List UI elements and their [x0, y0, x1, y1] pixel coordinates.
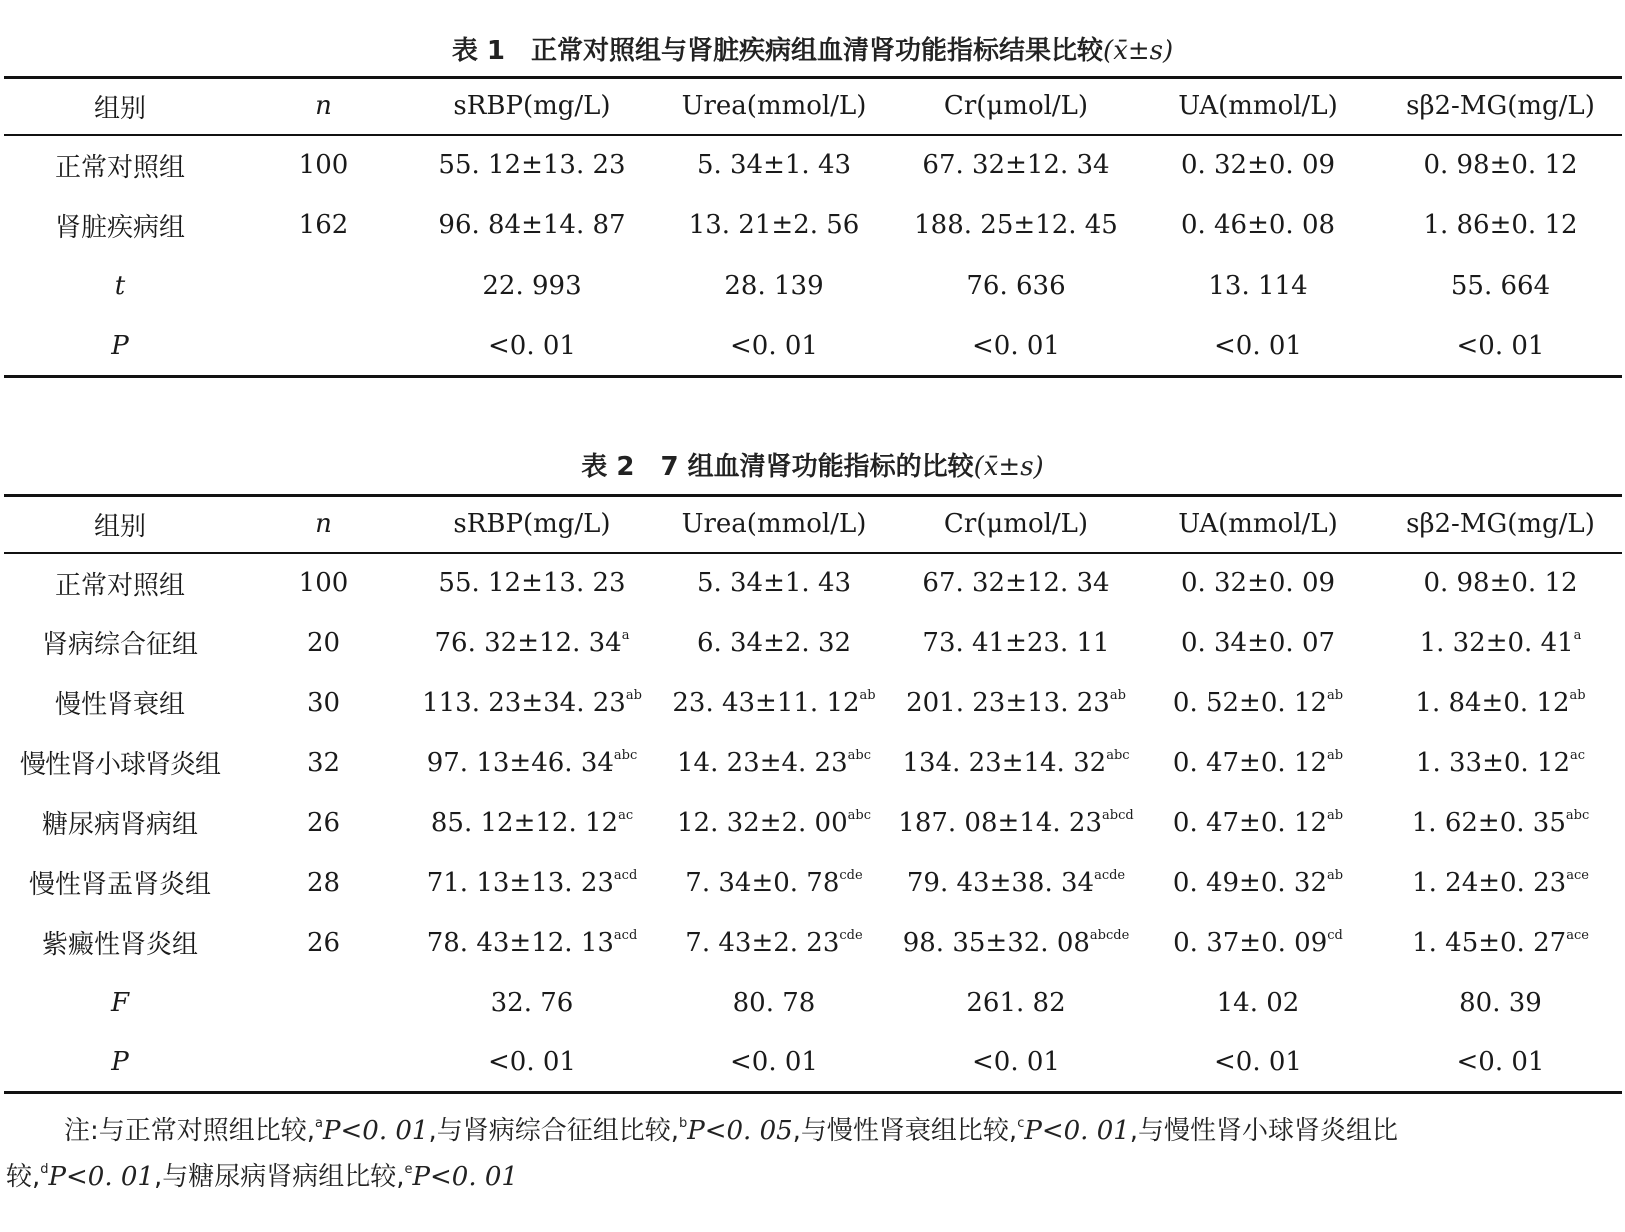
- ua-cell: [1137, 613, 1379, 673]
- group-cell: 慢性肾盂肾炎组: [28, 870, 211, 900]
- table2-header-urea: Urea(mmol/L): [653, 496, 895, 553]
- cr-cell: 188. 25±12. 45: [914, 210, 1118, 241]
- table1: [4, 76, 1622, 378]
- srbp-value: <0. 01: [488, 1046, 576, 1077]
- urea-value: 7. 34±0. 78: [685, 867, 840, 898]
- srbp-sig-marker: acd: [613, 927, 638, 943]
- cr-sig-marker: ab: [1109, 687, 1126, 703]
- cr-value: 73. 41±23. 11: [922, 627, 1110, 658]
- group-cell: 紫癜性肾炎组: [41, 930, 198, 960]
- srbp-cell: [411, 613, 653, 673]
- footnote-p-d: P<0. 01: [48, 1162, 154, 1192]
- table-row: [4, 673, 1622, 733]
- table-row: [4, 613, 1622, 673]
- b2mg-value: 1. 62±0. 35: [1411, 807, 1566, 838]
- cr-value: <0. 01: [972, 1046, 1060, 1077]
- ua-value: 0. 52±0. 12: [1172, 687, 1328, 718]
- footnote-text: 注:与正常对照组比较,: [64, 1116, 316, 1146]
- ua-cell: [1137, 913, 1379, 973]
- footnote-text: ,与慢性肾衰组比较,: [792, 1116, 1018, 1146]
- b2mg-sig-marker: ace: [1566, 927, 1589, 943]
- b2mg-cell: [1379, 793, 1622, 853]
- n-cell: 32: [306, 747, 341, 778]
- table1-header-b2mg: sβ2-MG(mg/L): [1379, 78, 1622, 135]
- table2-header-row: [4, 496, 1622, 553]
- srbp-value: 71. 13±13. 23: [426, 867, 614, 898]
- cr-cell: 67. 32±12. 34: [922, 150, 1110, 181]
- table-row: [4, 256, 1622, 317]
- table-row: [4, 1033, 1622, 1093]
- group-cell: 糖尿病肾病组: [41, 810, 198, 840]
- stat-label-cell: P: [111, 1046, 129, 1077]
- srbp-value: 55. 12±13. 23: [438, 568, 626, 598]
- b2mg-value: 1. 45±0. 27: [1412, 927, 1567, 958]
- ua-value: 14. 02: [1216, 987, 1300, 1018]
- ua-cell: [1137, 553, 1379, 613]
- cr-value: 134. 23±14. 32: [902, 747, 1107, 778]
- ua-value: 0. 47±0. 12: [1172, 747, 1328, 778]
- stat-label-cell: P: [111, 330, 129, 361]
- footnote-text: 较,: [6, 1162, 41, 1192]
- b2mg-cell: [1379, 853, 1622, 913]
- srbp-value: 85. 12±12. 12: [430, 807, 619, 838]
- ua-value: <0. 01: [1214, 1046, 1302, 1077]
- urea-cell: 28. 139: [724, 270, 824, 301]
- footnote-text: ,与慢性肾小球肾炎组比: [1129, 1116, 1399, 1146]
- group-cell: 正常对照组: [54, 152, 185, 183]
- ua-value: 0. 34±0. 07: [1180, 627, 1336, 658]
- footnote-p-c: P<0. 01: [1024, 1116, 1130, 1146]
- ua-value: 0. 37±0. 09: [1173, 927, 1328, 958]
- cr-value: 261. 82: [966, 987, 1066, 1018]
- ua-value: 0. 49±0. 32: [1172, 867, 1328, 898]
- table1-header-n: n: [236, 78, 411, 135]
- ua-cell: [1137, 793, 1379, 853]
- ua-cell: [1137, 733, 1379, 793]
- cr-sig-marker: acde: [1094, 867, 1126, 883]
- group-cell: 肾病综合征组: [41, 630, 198, 660]
- ua-value: 0. 32±0. 09: [1180, 568, 1336, 598]
- footnote-line-2: [6, 1154, 1618, 1200]
- group-cell: 肾脏疾病组: [54, 212, 185, 243]
- urea-value: 12. 32±2. 00: [677, 807, 848, 838]
- n-cell: 30: [306, 687, 341, 718]
- srbp-cell: [411, 733, 653, 793]
- b2mg-cell: 0. 98±0. 12: [1423, 150, 1578, 181]
- n-cell: 28: [306, 867, 341, 898]
- urea-cell: 13. 21±2. 56: [688, 210, 860, 241]
- b2mg-cell: [1379, 913, 1622, 973]
- srbp-sig-marker: ac: [618, 807, 634, 823]
- cr-cell: [895, 853, 1137, 913]
- table1-caption: [0, 30, 1625, 67]
- table-row: [4, 973, 1622, 1033]
- ua-cell: <0. 01: [1214, 330, 1302, 361]
- srbp-sig-marker: abc: [613, 747, 638, 763]
- table1-header-srbp: sRBP(mg/L): [411, 78, 653, 135]
- cr-value: 201. 23±13. 23: [906, 687, 1110, 718]
- cr-value: 98. 35±32. 08: [902, 927, 1090, 958]
- n-cell: 100: [298, 150, 349, 181]
- b2mg-cell: [1379, 1033, 1622, 1093]
- b2mg-value: 1. 24±0. 23: [1412, 867, 1567, 898]
- n-cell: 20: [306, 627, 341, 658]
- table2-label: 表 2: [581, 452, 635, 482]
- ua-cell: [1137, 853, 1379, 913]
- srbp-sig-marker: a: [621, 627, 630, 643]
- table2-title: 7 组血清肾功能指标的比较: [660, 452, 974, 482]
- n-cell: 162: [298, 210, 349, 241]
- ua-cell: 0. 46±0. 08: [1180, 210, 1336, 241]
- cr-cell: [895, 673, 1137, 733]
- urea-cell: [653, 613, 895, 673]
- table-row: [4, 733, 1622, 793]
- table-row: [4, 913, 1622, 973]
- table1-title: 正常对照组与肾脏疾病组血清肾功能指标结果比较: [531, 36, 1104, 66]
- table2-stat-notation: (x̄±s): [973, 452, 1044, 482]
- footnote-p-e: P<0. 01: [412, 1162, 518, 1192]
- srbp-cell: 96. 84±14. 87: [438, 210, 626, 241]
- srbp-cell: [411, 1033, 653, 1093]
- ua-sig-marker: ab: [1327, 687, 1344, 703]
- b2mg-sig-marker: abc: [1565, 807, 1590, 823]
- stat-label-cell: F: [110, 987, 130, 1018]
- table2-header-ua: UA(mmol/L): [1137, 496, 1379, 553]
- table-row: [4, 316, 1622, 377]
- group-cell: 慢性肾衰组: [54, 690, 185, 720]
- table2-header-cr: Cr(μmol/L): [895, 496, 1137, 553]
- b2mg-cell: [1379, 673, 1622, 733]
- table2-caption: [0, 446, 1625, 483]
- cr-cell: [895, 613, 1137, 673]
- srbp-value: 32. 76: [490, 987, 574, 1018]
- b2mg-cell: <0. 01: [1456, 330, 1545, 361]
- cr-cell: [895, 793, 1137, 853]
- urea-cell: [653, 853, 895, 913]
- cr-cell: [895, 553, 1137, 613]
- table1-header-cr: Cr(μmol/L): [895, 78, 1137, 135]
- ua-sig-marker: ab: [1327, 807, 1344, 823]
- table1-header-ua: UA(mmol/L): [1137, 78, 1379, 135]
- cr-cell: [895, 973, 1137, 1033]
- urea-sig-marker: ab: [859, 687, 876, 703]
- b2mg-cell: 55. 664: [1450, 270, 1551, 301]
- srbp-value: 76. 32±12. 34: [434, 627, 622, 658]
- table2-header-srbp: sRBP(mg/L): [411, 496, 653, 553]
- table-row: [4, 195, 1622, 256]
- b2mg-value: 0. 98±0. 12: [1423, 568, 1578, 598]
- table2-header-group: 组别: [4, 496, 236, 553]
- table1-stat-notation: (x̄±s): [1103, 36, 1174, 66]
- b2mg-cell: [1379, 973, 1622, 1033]
- n-cell: 100: [298, 568, 349, 598]
- srbp-value: 78. 43±12. 13: [426, 927, 614, 958]
- urea-sig-marker: cde: [839, 927, 863, 943]
- table-row: [4, 553, 1622, 613]
- urea-value: 14. 23±4. 23: [677, 747, 848, 778]
- srbp-sig-marker: ab: [625, 687, 642, 703]
- n-cell: [236, 973, 411, 1033]
- cr-cell: [895, 733, 1137, 793]
- urea-cell: [653, 553, 895, 613]
- srbp-cell: [411, 793, 653, 853]
- n-cell: [236, 256, 411, 317]
- b2mg-sig-marker: ace: [1566, 867, 1589, 883]
- b2mg-sig-marker: ab: [1569, 687, 1586, 703]
- n-cell: 26: [306, 807, 341, 838]
- ua-cell: [1137, 1033, 1379, 1093]
- stat-label-cell: t: [114, 270, 126, 301]
- urea-cell: [653, 1033, 895, 1093]
- b2mg-cell: [1379, 553, 1622, 613]
- footnote-p-a: P<0. 01: [323, 1116, 429, 1146]
- group-cell: 慢性肾小球肾炎组: [19, 750, 220, 780]
- b2mg-cell: [1379, 733, 1622, 793]
- footnote-text: ,与糖尿病肾病组比较,: [153, 1162, 405, 1192]
- urea-sig-marker: abc: [847, 807, 871, 823]
- cr-sig-marker: abc: [1106, 747, 1130, 763]
- urea-value: 5. 34±1. 43: [696, 568, 852, 598]
- cr-value: 187. 08±14. 23: [898, 807, 1103, 838]
- b2mg-value: 80. 39: [1459, 987, 1542, 1018]
- group-cell: 正常对照组: [54, 570, 185, 601]
- table1-header-row: [4, 78, 1622, 135]
- srbp-cell: 22. 993: [482, 270, 582, 301]
- n-cell: 26: [306, 927, 341, 958]
- urea-value: 7. 43±2. 23: [685, 927, 840, 958]
- table-row: [4, 135, 1622, 196]
- b2mg-value: 1. 32±0. 41: [1419, 627, 1574, 658]
- table2-header-n: n: [236, 496, 411, 553]
- urea-value: 80. 78: [732, 987, 816, 1018]
- urea-cell: [653, 913, 895, 973]
- ua-cell: [1137, 673, 1379, 733]
- table2-footnote: [6, 1108, 1618, 1200]
- footnote-text: ,与肾病综合征组比较,: [428, 1116, 679, 1146]
- srbp-cell: 55. 12±13. 23: [438, 150, 626, 181]
- urea-cell: [653, 973, 895, 1033]
- b2mg-cell: 1. 86±0. 12: [1423, 210, 1578, 241]
- urea-cell: [653, 673, 895, 733]
- footnote-marker-a: a: [315, 1116, 323, 1131]
- ua-sig-marker: ab: [1327, 867, 1344, 883]
- n-cell: [236, 1033, 411, 1093]
- cr-cell: [895, 913, 1137, 973]
- urea-cell: 5. 34±1. 43: [696, 150, 852, 181]
- footnote-marker-b: b: [678, 1116, 688, 1131]
- table-row: [4, 793, 1622, 853]
- b2mg-value: 1. 84±0. 12: [1415, 687, 1570, 718]
- table-row: [4, 853, 1622, 913]
- footnote-marker-c: c: [1017, 1116, 1025, 1131]
- srbp-cell: [411, 913, 653, 973]
- urea-cell: [653, 733, 895, 793]
- urea-value: 6. 34±2. 32: [696, 627, 852, 658]
- urea-cell: <0. 01: [730, 330, 818, 361]
- cr-value: 67. 32±12. 34: [922, 568, 1110, 598]
- b2mg-sig-marker: a: [1573, 627, 1582, 643]
- ua-sig-marker: ab: [1327, 747, 1344, 763]
- cr-sig-marker: abcd: [1102, 807, 1134, 823]
- footnote-p-b: P<0. 05: [687, 1116, 793, 1146]
- urea-sig-marker: cde: [839, 867, 863, 883]
- b2mg-cell: [1379, 613, 1622, 673]
- footnote-marker-e: e: [404, 1162, 413, 1177]
- ua-value: 0. 47±0. 12: [1172, 807, 1328, 838]
- footnote-marker-d: d: [40, 1162, 49, 1177]
- cr-sig-marker: abcde: [1089, 927, 1130, 943]
- srbp-cell: <0. 01: [488, 330, 576, 361]
- ua-cell: 0. 32±0. 09: [1180, 150, 1336, 181]
- n-cell: [236, 316, 411, 377]
- b2mg-value: 1. 33±0. 12: [1415, 747, 1571, 778]
- cr-cell: <0. 01: [972, 330, 1060, 361]
- table1-header-urea: Urea(mmol/L): [653, 78, 895, 135]
- srbp-cell: [411, 553, 653, 613]
- ua-sig-marker: cd: [1327, 927, 1343, 943]
- srbp-sig-marker: acd: [613, 867, 638, 883]
- cr-value: 79. 43±38. 34: [906, 867, 1095, 898]
- srbp-cell: [411, 853, 653, 913]
- srbp-value: 97. 13±46. 34: [426, 747, 614, 778]
- srbp-value: 113. 23±34. 23: [422, 687, 626, 718]
- b2mg-value: <0. 01: [1456, 1046, 1545, 1077]
- urea-cell: [653, 793, 895, 853]
- srbp-cell: [411, 673, 653, 733]
- urea-sig-marker: abc: [847, 747, 871, 763]
- ua-cell: [1137, 973, 1379, 1033]
- table2: [4, 494, 1622, 1094]
- cr-cell: 76. 636: [966, 270, 1066, 301]
- b2mg-sig-marker: ac: [1570, 747, 1586, 763]
- table1-header-group: 组别: [4, 78, 236, 135]
- ua-cell: 13. 114: [1208, 270, 1308, 301]
- cr-cell: [895, 1033, 1137, 1093]
- urea-value: 23. 43±11. 12: [672, 687, 860, 718]
- table2-header-b2mg: sβ2-MG(mg/L): [1379, 496, 1622, 553]
- urea-value: <0. 01: [730, 1046, 818, 1077]
- table1-label: 表 1: [451, 36, 506, 66]
- footnote-line-1: [6, 1108, 1618, 1154]
- srbp-cell: [411, 973, 653, 1033]
